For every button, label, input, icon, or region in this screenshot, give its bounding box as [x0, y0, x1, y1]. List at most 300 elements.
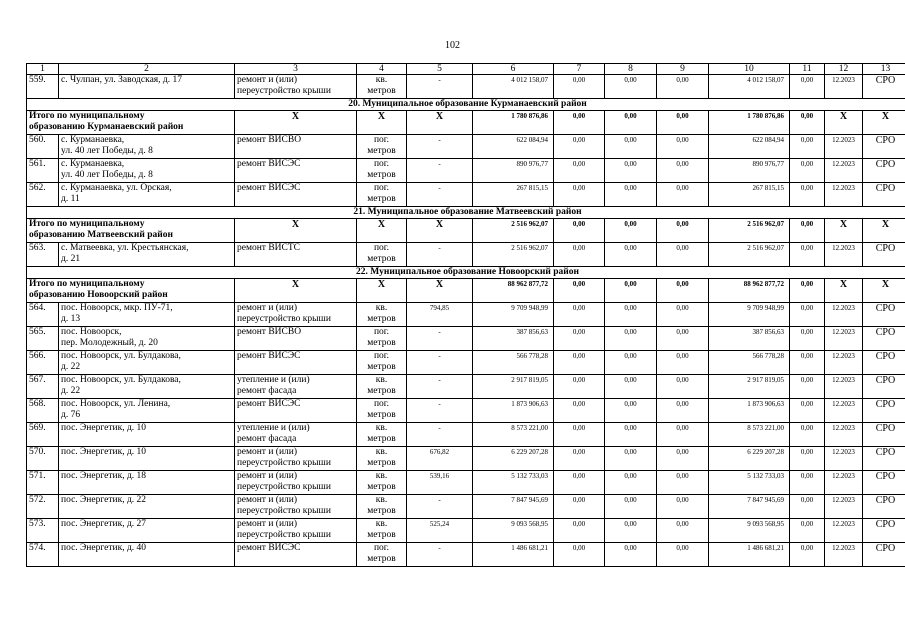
unit-cell: [357, 303, 407, 327]
work-type-cell: [235, 243, 357, 267]
table-row: [27, 327, 905, 351]
subtotal-label: [27, 279, 235, 303]
unit-cell-line: пог.: [373, 399, 390, 409]
value-cell: 0,00: [605, 543, 657, 567]
completion-date-cell: 12.2023: [825, 303, 863, 327]
unit-cell-line: метров: [367, 170, 396, 180]
value-cell: 0,00: [657, 75, 709, 99]
work-type-cell: [235, 495, 357, 519]
subtotal-label-line: образованию Матвеевский район: [29, 230, 173, 240]
unit-cell: [357, 159, 407, 183]
column-number-cell: 6: [473, 64, 554, 75]
x-mark: X: [407, 219, 473, 243]
value-cell: 0,00: [554, 519, 605, 543]
work-type-cell: [235, 351, 357, 375]
unit-cell-line: метров: [367, 434, 396, 444]
value-cell: 0,00: [554, 243, 605, 267]
value-cell: 0,00: [657, 471, 709, 495]
work-type-cell: [235, 519, 357, 543]
x-mark: X: [863, 279, 905, 303]
completion-date-cell: 12.2023: [825, 75, 863, 99]
x-mark: X: [235, 279, 357, 303]
value-cell: 0,00: [605, 495, 657, 519]
completion-date-cell: 12.2023: [825, 159, 863, 183]
organization-cell: СРО: [863, 159, 905, 183]
work-type-cell-line: ремонт и (или): [237, 495, 298, 505]
total-cost-cell: 1 486 681,21: [473, 543, 554, 567]
address-cell: [59, 495, 235, 519]
value-cell: 0,00: [605, 303, 657, 327]
x-mark: X: [357, 219, 407, 243]
value-cell: 0,00: [657, 495, 709, 519]
value-cell: 0,00: [605, 327, 657, 351]
completion-date-cell: 12.2023: [825, 423, 863, 447]
total-cost-cell: 1 873 906,63: [473, 399, 554, 423]
column-number-cell: 12: [825, 64, 863, 75]
section-header-row: [27, 207, 905, 219]
unit-cell-line: метров: [367, 146, 396, 156]
address-cell-line: д. 11: [61, 194, 80, 204]
unit-cell-line: кв.: [375, 423, 388, 433]
table-row: [27, 399, 905, 423]
value-cell: 0,00: [605, 159, 657, 183]
volume-cell: 525,24: [407, 519, 473, 543]
work-type-cell-line: переустройство крыши: [237, 86, 331, 96]
value-cell: 0,00: [605, 519, 657, 543]
total-cost-cell: 2 516 962,07: [473, 243, 554, 267]
address-cell-line: д. 22: [61, 362, 81, 372]
total-cost-cell: 5 132 733,03: [473, 471, 554, 495]
value-cell: 0,00: [790, 75, 825, 99]
address-cell-line: пос. Новоорск,: [61, 327, 122, 337]
unit-cell-line: пог.: [373, 327, 390, 337]
row-number: 570.: [27, 447, 59, 471]
value-cell: 0,00: [605, 183, 657, 207]
value-cell: 0,00: [554, 75, 605, 99]
subtotal-cost: 88 962 877,72: [473, 279, 554, 303]
value-cell: 0,00: [657, 351, 709, 375]
column-number-cell: 3: [235, 64, 357, 75]
unit-cell: [357, 495, 407, 519]
subtotal-value: 0,00: [657, 219, 709, 243]
address-cell-line: пос. Новоорск, ул. Ленина,: [61, 399, 171, 409]
work-type-cell: [235, 471, 357, 495]
value-cell: 0,00: [790, 543, 825, 567]
address-cell: [59, 303, 235, 327]
section-header-row: [27, 99, 905, 111]
table-row: [27, 471, 905, 495]
value-cell: 0,00: [657, 375, 709, 399]
volume-cell: -: [407, 423, 473, 447]
address-cell: [59, 183, 235, 207]
value-cell: 0,00: [554, 423, 605, 447]
completion-date-cell: 12.2023: [825, 243, 863, 267]
value-cell: 0,00: [657, 543, 709, 567]
address-cell-line: с. Чулпан, ул. Заводская, д. 17: [61, 75, 182, 85]
value-cell: 0,00: [605, 135, 657, 159]
volume-cell: 539,16: [407, 471, 473, 495]
row-number: 574.: [27, 543, 59, 567]
value-cell: 0,00: [554, 495, 605, 519]
organization-cell: СРО: [863, 543, 905, 567]
volume-cell: -: [407, 351, 473, 375]
value-cell: 0,00: [790, 495, 825, 519]
volume-cell: -: [407, 495, 473, 519]
address-cell: [59, 375, 235, 399]
total-cost-cell: 387 856,63: [473, 327, 554, 351]
organization-cell: СРО: [863, 375, 905, 399]
subtotal-value: 0,00: [790, 219, 825, 243]
value-cell: 0,00: [790, 351, 825, 375]
work-type-cell: [235, 327, 357, 351]
value-cell: 0,00: [657, 303, 709, 327]
address-cell-line: ул. 40 лет Победы, д. 8: [61, 146, 153, 156]
row-number: 571.: [27, 471, 59, 495]
work-type-cell: [235, 375, 357, 399]
unit-cell-line: метров: [367, 458, 396, 468]
subtotal-row: [27, 111, 905, 135]
organization-cell: СРО: [863, 495, 905, 519]
total-cost-cell: 566 778,28: [473, 351, 554, 375]
work-type-cell: [235, 159, 357, 183]
address-cell-line: пос. Энергетик, д. 10: [61, 447, 147, 457]
row-number: 568.: [27, 399, 59, 423]
column-number-cell: 4: [357, 64, 407, 75]
volume-cell: -: [407, 543, 473, 567]
x-mark: X: [825, 279, 863, 303]
table-row: [27, 183, 905, 207]
total-cost-cell: 4 012 158,07: [473, 75, 554, 99]
work-type-cell-line: переустройство крыши: [237, 530, 331, 540]
table-row: [27, 375, 905, 399]
subtotal-value: 0,00: [605, 279, 657, 303]
value-cell: 0,00: [790, 447, 825, 471]
value-cell: 0,00: [554, 135, 605, 159]
unit-cell: [357, 471, 407, 495]
value-cell: 0,00: [554, 543, 605, 567]
x-mark: X: [357, 111, 407, 135]
value-cell: 0,00: [605, 351, 657, 375]
unit-cell: [357, 399, 407, 423]
volume-cell: -: [407, 135, 473, 159]
unit-cell: [357, 327, 407, 351]
subtotal-row: [27, 219, 905, 243]
value-cell: 0,00: [554, 327, 605, 351]
work-type-cell-line: утепление и (или): [237, 423, 310, 433]
x-mark: X: [825, 111, 863, 135]
unit-cell-line: кв.: [375, 75, 388, 85]
work-type-cell-line: ремонт и (или): [237, 447, 298, 457]
completion-date-cell: 12.2023: [825, 351, 863, 375]
value-cell: 0,00: [605, 471, 657, 495]
address-cell: [59, 447, 235, 471]
subtotal-value: 0,00: [554, 219, 605, 243]
column-number-row: [27, 64, 905, 75]
volume-cell: 676,82: [407, 447, 473, 471]
unit-cell: [357, 519, 407, 543]
subtotal-label-line: образованию Курманаевский район: [29, 122, 184, 132]
row-number: 560.: [27, 135, 59, 159]
value-cell: 0,00: [657, 519, 709, 543]
unit-cell: [357, 543, 407, 567]
fund-cost-cell: 8 573 221,00: [709, 423, 790, 447]
fund-cost-cell: 4 012 158,07: [709, 75, 790, 99]
address-cell: [59, 423, 235, 447]
work-type-cell: [235, 423, 357, 447]
fund-cost-cell: 387 856,63: [709, 327, 790, 351]
completion-date-cell: 12.2023: [825, 375, 863, 399]
address-cell: [59, 399, 235, 423]
value-cell: 0,00: [790, 243, 825, 267]
row-number: 562.: [27, 183, 59, 207]
work-type-cell-line: ремонт и (или): [237, 75, 298, 85]
fund-cost-cell: 9 093 568,95: [709, 519, 790, 543]
unit-cell-line: кв.: [375, 303, 388, 313]
work-type-cell-line: переустройство крыши: [237, 458, 331, 468]
x-mark: X: [235, 219, 357, 243]
organization-cell: СРО: [863, 447, 905, 471]
unit-cell-line: пог.: [373, 351, 390, 361]
address-cell-line: пос. Энергетик, д. 22: [61, 495, 147, 505]
work-type-cell-line: ремонт и (или): [237, 471, 298, 481]
completion-date-cell: 12.2023: [825, 135, 863, 159]
fund-cost-cell: 890 976,77: [709, 159, 790, 183]
organization-cell: СРО: [863, 399, 905, 423]
unit-cell: [357, 423, 407, 447]
row-number: 569.: [27, 423, 59, 447]
address-cell: [59, 519, 235, 543]
work-type-cell: [235, 75, 357, 99]
organization-cell: СРО: [863, 183, 905, 207]
address-cell-line: пос. Энергетик, д. 40: [61, 543, 147, 553]
value-cell: 0,00: [657, 243, 709, 267]
address-cell-line: пос. Новоорск, ул. Булдакова,: [61, 351, 181, 361]
unit-cell: [357, 75, 407, 99]
unit-cell-line: пог.: [373, 135, 390, 145]
column-number-cell: 13: [863, 64, 905, 75]
address-cell-line: д. 21: [61, 254, 81, 264]
volume-cell: -: [407, 159, 473, 183]
subtotal-fund: 88 962 877,72: [709, 279, 790, 303]
fund-cost-cell: 6 229 207,28: [709, 447, 790, 471]
unit-cell-line: метров: [367, 482, 396, 492]
value-cell: 0,00: [790, 399, 825, 423]
value-cell: 0,00: [790, 327, 825, 351]
completion-date-cell: 12.2023: [825, 447, 863, 471]
fund-cost-cell: 622 084,94: [709, 135, 790, 159]
table-row: [27, 159, 905, 183]
address-cell-line: д. 13: [61, 314, 81, 324]
unit-cell-line: пог.: [373, 183, 390, 193]
unit-cell-line: кв.: [375, 447, 388, 457]
column-number-cell: 7: [554, 64, 605, 75]
section-title: 20. Муниципальное образование Курманаевский район: [27, 99, 905, 111]
address-cell-line: пос. Энергетик, д. 27: [61, 519, 147, 529]
work-type-cell-line: ремонт ВИСВО: [237, 327, 302, 337]
value-cell: 0,00: [554, 351, 605, 375]
work-type-cell-line: ремонт ВИСЭС: [237, 351, 301, 361]
volume-cell: -: [407, 375, 473, 399]
work-type-cell-line: ремонт и (или): [237, 303, 298, 313]
value-cell: 0,00: [657, 423, 709, 447]
x-mark: X: [825, 219, 863, 243]
total-cost-cell: 2 917 819,05: [473, 375, 554, 399]
value-cell: 0,00: [790, 159, 825, 183]
table-row: [27, 495, 905, 519]
unit-cell: [357, 183, 407, 207]
organization-cell: СРО: [863, 519, 905, 543]
table-row: [27, 447, 905, 471]
total-cost-cell: 7 847 945,69: [473, 495, 554, 519]
address-cell: [59, 471, 235, 495]
subtotal-label: [27, 111, 235, 135]
address-cell-line: пер. Молодежный, д. 20: [61, 338, 158, 348]
volume-cell: -: [407, 243, 473, 267]
subtotal-cost: 2 516 962,07: [473, 219, 554, 243]
address-cell-line: с. Курманаевка,: [61, 135, 125, 145]
value-cell: 0,00: [554, 447, 605, 471]
column-number-cell: 2: [59, 64, 235, 75]
x-mark: X: [863, 111, 905, 135]
work-type-cell-line: ремонт ВИСЭС: [237, 183, 301, 193]
value-cell: 0,00: [554, 159, 605, 183]
total-cost-cell: 6 229 207,28: [473, 447, 554, 471]
work-type-cell-line: ремонт и (или): [237, 519, 298, 529]
volume-cell: -: [407, 75, 473, 99]
address-cell: [59, 543, 235, 567]
fund-cost-cell: 267 815,15: [709, 183, 790, 207]
address-cell-line: ул. 40 лет Победы, д. 8: [61, 170, 153, 180]
unit-cell-line: кв.: [375, 519, 388, 529]
unit-cell-line: метров: [367, 338, 396, 348]
column-number-cell: 1: [27, 64, 59, 75]
subtotal-value: 0,00: [657, 111, 709, 135]
address-cell: [59, 243, 235, 267]
volume-cell: -: [407, 399, 473, 423]
work-type-cell-line: переустройство крыши: [237, 506, 331, 516]
address-cell-line: с. Матвеевка, ул. Крестьянская,: [61, 243, 189, 253]
page-number: 102: [445, 40, 460, 51]
work-type-cell-line: ремонт фасада: [237, 434, 297, 444]
work-type-cell-line: ремонт ВИСЭС: [237, 543, 301, 553]
subtotal-fund: 1 780 876,86: [709, 111, 790, 135]
column-number-cell: 10: [709, 64, 790, 75]
value-cell: 0,00: [605, 399, 657, 423]
subtotal-value: 0,00: [790, 279, 825, 303]
unit-cell-line: метров: [367, 362, 396, 372]
total-cost-cell: 622 084,94: [473, 135, 554, 159]
organization-cell: СРО: [863, 471, 905, 495]
address-cell: [59, 75, 235, 99]
row-number: 567.: [27, 375, 59, 399]
address-cell: [59, 327, 235, 351]
value-cell: 0,00: [554, 471, 605, 495]
subtotal-value: 0,00: [554, 279, 605, 303]
work-type-cell: [235, 447, 357, 471]
unit-cell-line: пог.: [373, 159, 390, 169]
subtotal-value: 0,00: [657, 279, 709, 303]
volume-cell: -: [407, 327, 473, 351]
value-cell: 0,00: [790, 135, 825, 159]
address-cell-line: пос. Энергетик, д. 18: [61, 471, 147, 481]
repair-schedule-table: [26, 63, 905, 567]
column-number-cell: 11: [790, 64, 825, 75]
unit-cell-line: метров: [367, 194, 396, 204]
unit-cell: [357, 243, 407, 267]
work-type-cell-line: ремонт фасада: [237, 386, 297, 396]
address-cell-line: с. Курманаевка, ул. Орская,: [61, 183, 172, 193]
x-mark: X: [407, 111, 473, 135]
unit-cell-line: пог.: [373, 543, 390, 553]
value-cell: 0,00: [605, 423, 657, 447]
row-number: 559.: [27, 75, 59, 99]
table-row: [27, 519, 905, 543]
unit-cell-line: метров: [367, 314, 396, 324]
fund-cost-cell: 7 847 945,69: [709, 495, 790, 519]
value-cell: 0,00: [790, 519, 825, 543]
fund-cost-cell: 5 132 733,03: [709, 471, 790, 495]
value-cell: 0,00: [790, 423, 825, 447]
organization-cell: СРО: [863, 135, 905, 159]
organization-cell: СРО: [863, 75, 905, 99]
subtotal-value: 0,00: [605, 111, 657, 135]
unit-cell-line: пог.: [373, 243, 390, 253]
value-cell: 0,00: [790, 303, 825, 327]
value-cell: 0,00: [657, 183, 709, 207]
address-cell: [59, 135, 235, 159]
table-row: [27, 351, 905, 375]
unit-cell-line: метров: [367, 254, 396, 264]
subtotal-row: [27, 279, 905, 303]
fund-cost-cell: 9 709 948,99: [709, 303, 790, 327]
value-cell: 0,00: [605, 243, 657, 267]
x-mark: X: [357, 279, 407, 303]
unit-cell-line: кв.: [375, 375, 388, 385]
work-type-cell: [235, 135, 357, 159]
total-cost-cell: 9 093 568,95: [473, 519, 554, 543]
work-type-cell: [235, 399, 357, 423]
table-row: [27, 75, 905, 99]
address-cell: [59, 351, 235, 375]
table-row: [27, 303, 905, 327]
x-mark: X: [235, 111, 357, 135]
volume-cell: 794,85: [407, 303, 473, 327]
unit-cell-line: метров: [367, 554, 396, 564]
work-type-cell: [235, 303, 357, 327]
fund-cost-cell: 1 486 681,21: [709, 543, 790, 567]
total-cost-cell: 267 815,15: [473, 183, 554, 207]
column-number-cell: 9: [657, 64, 709, 75]
table-row: [27, 135, 905, 159]
work-type-cell-line: ремонт ВИСВО: [237, 135, 302, 145]
value-cell: 0,00: [554, 183, 605, 207]
address-cell: [59, 159, 235, 183]
completion-date-cell: 12.2023: [825, 327, 863, 351]
unit-cell-line: метров: [367, 530, 396, 540]
value-cell: 0,00: [657, 327, 709, 351]
fund-cost-cell: 566 778,28: [709, 351, 790, 375]
value-cell: 0,00: [790, 375, 825, 399]
fund-cost-cell: 1 873 906,63: [709, 399, 790, 423]
row-number: 572.: [27, 495, 59, 519]
address-cell-line: д. 22: [61, 386, 81, 396]
address-cell-line: пос. Новоорск, ул. Булдакова,: [61, 375, 181, 385]
value-cell: 0,00: [605, 75, 657, 99]
row-number: 564.: [27, 303, 59, 327]
volume-cell: -: [407, 183, 473, 207]
unit-cell: [357, 375, 407, 399]
subtotal-fund: 2 516 962,07: [709, 219, 790, 243]
